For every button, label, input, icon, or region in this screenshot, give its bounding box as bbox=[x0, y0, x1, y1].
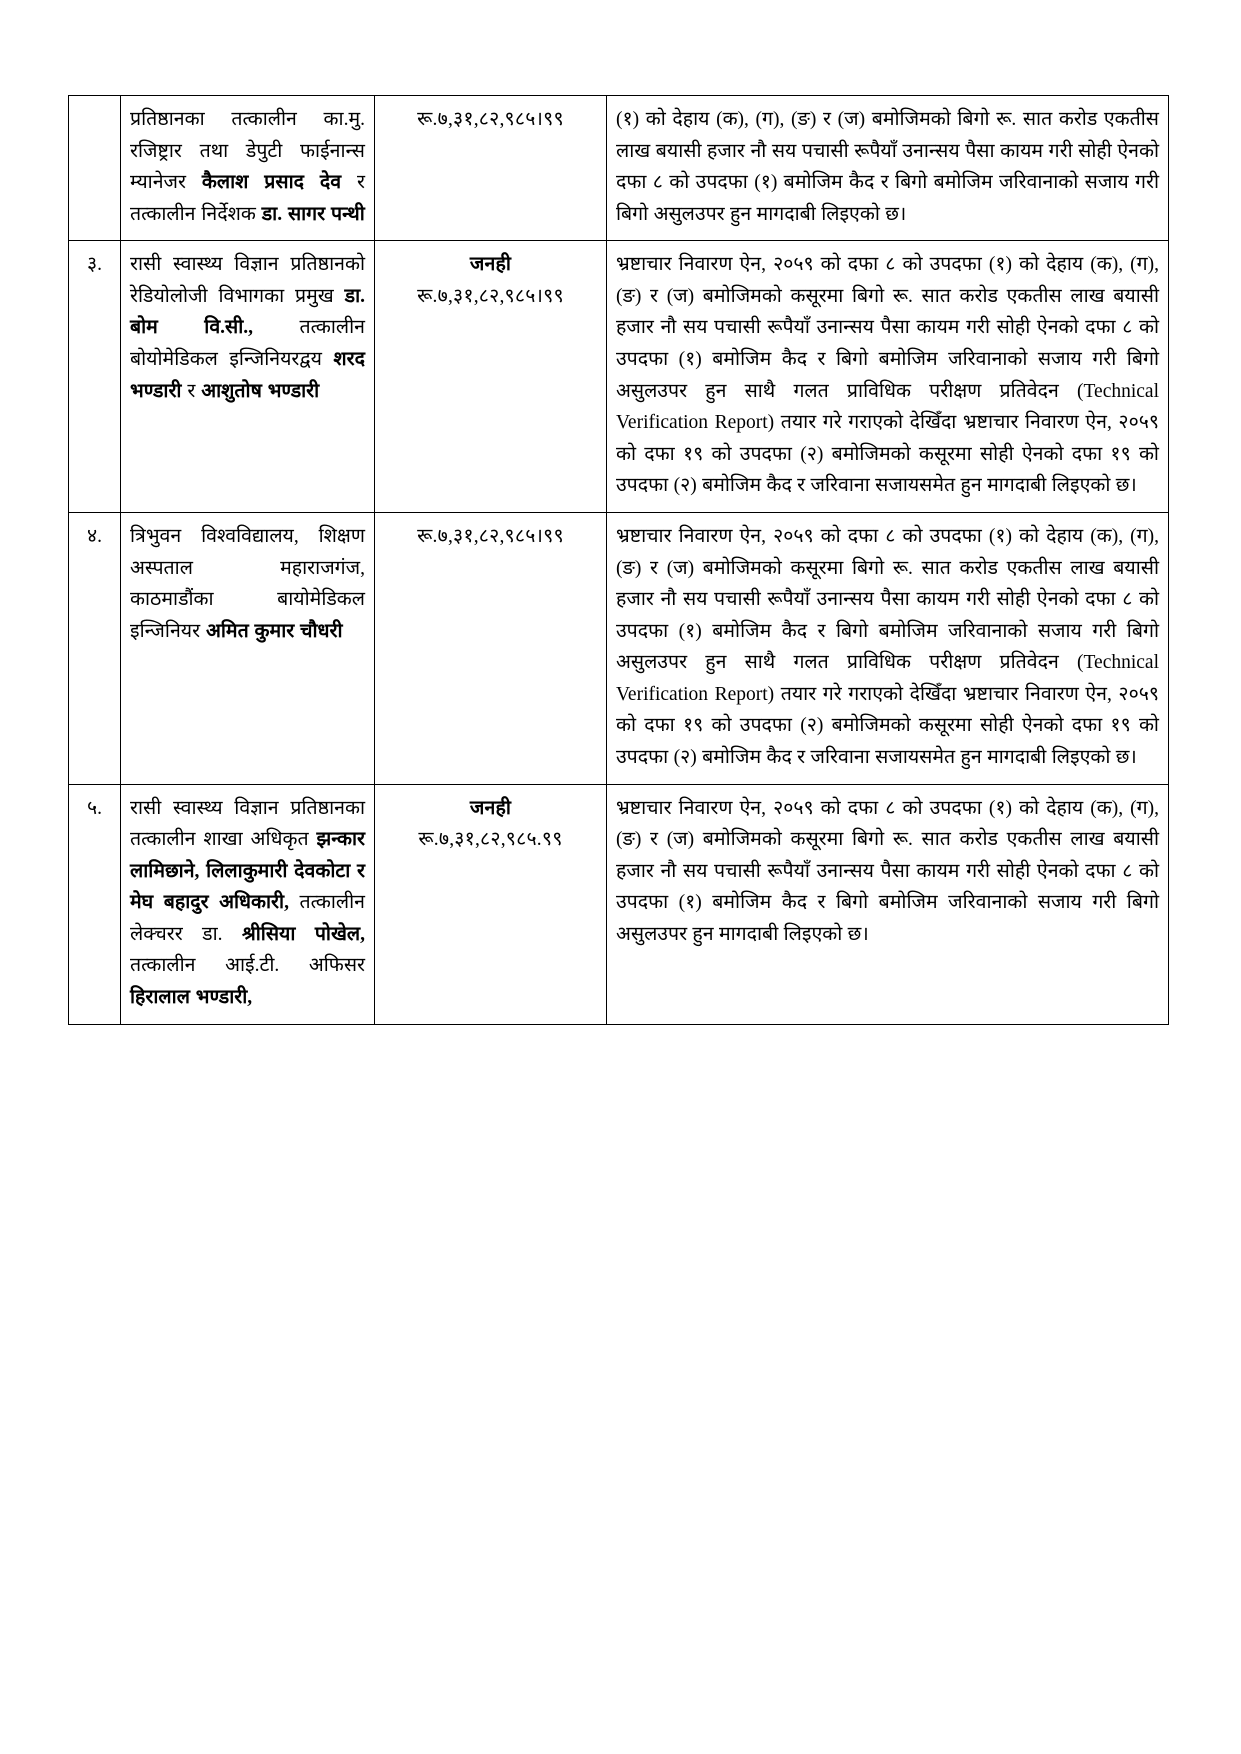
accused-name: डा. बोम वि.सी., bbox=[130, 285, 365, 339]
row-serial-number: ३. bbox=[69, 241, 121, 513]
row-accused-names bbox=[121, 784, 375, 1024]
amount-value: रू.७,३१,८२,९८५।९९ bbox=[417, 109, 564, 130]
accused-designation: प्रतिष्ठानका तत्कालीन का.मु. रजिष्ट्रार तथा डेपुटी फाईनान्स म्यानेजर bbox=[130, 109, 365, 194]
charge-description-text: भ्रष्टाचार निवारण ऐन, २०५९ को दफा ८ को उपदफा (१) को देहाय (क), (ग), (ङ) र (ज) बमोजिमको कसूरमा बिगो रू. सात करोड एकतीस लाख बयासी हजार नौ सय पचासी रूपैयाँ उनान्सय पैसा कायम गरी सोही ऐनको दफा ८ को उपदफा (१) बमोजिम कैद र बिगो बमोजिम जरिवानाको सजाय गरी बिगो असुलउपर हुन साथै गलत प्राविधिक परीक्षण प्रतिवेदन (Technical Verification Report) तयार गरे गराएको देखिँदा भ्रष्टाचार निवारण ऐन, २०५९ को दफा १९ को उपदफा (२) बमोजिमको कसूरमा सोही ऐनको दफा १९ को उपदफा (२) बमोजिम कैद र जरिवाना सजायसमेत हुन मागदाबी लिइएको छ। bbox=[616, 254, 1159, 497]
accused-name: आशुतोष भण्डारी bbox=[201, 380, 320, 402]
row-charge-description bbox=[607, 512, 1169, 784]
row-accused-names bbox=[121, 96, 375, 241]
accused-name: अमित कुमार चौधरी bbox=[205, 620, 343, 642]
row-claim-amount bbox=[375, 96, 607, 241]
accused-designation: तत्कालीन लेक्चरर डा. bbox=[130, 892, 365, 945]
table-row bbox=[69, 784, 1169, 1024]
row-claim-amount bbox=[375, 512, 607, 784]
amount-qualifier: जनही bbox=[469, 254, 512, 276]
accused-name: झन्कार लामिछाने, लिलाकुमारी देवकोटा र मेघ बहादुर अधिकारी, bbox=[130, 829, 365, 914]
table-body bbox=[69, 96, 1169, 1025]
accused-designation: र तत्कालीन निर्देशक bbox=[130, 172, 366, 225]
accused-name: हिरालाल भण्डारी, bbox=[130, 987, 253, 1009]
accused-designation: रासी स्वास्थ्य विज्ञान प्रतिष्ठानको रेडियोलोजी विभागका प्रमुख bbox=[130, 254, 365, 307]
table-row bbox=[69, 96, 1169, 241]
table-row bbox=[69, 241, 1169, 513]
accused-designation: रासी स्वास्थ्य विज्ञान प्रतिष्ठानका तत्कालीन शाखा अधिकृत bbox=[130, 797, 365, 851]
row-charge-description bbox=[607, 784, 1169, 1024]
accused-designation: तत्कालीन आई.टी. अफिसर bbox=[130, 955, 365, 977]
amount-value: रू.७,३१,८२,९८५।९९ bbox=[417, 525, 564, 547]
accused-name: शरद भण्डारी bbox=[130, 349, 365, 402]
charge-description-text: भ्रष्टाचार निवारण ऐन, २०५९ को दफा ८ को उपदफा (१) को देहाय (क), (ग), (ङ) र (ज) बमोजिमको कसूरमा बिगो रू. सात करोड एकतीस लाख बयासी हजार नौ सय पचासी रूपैयाँ उनान्सय पैसा कायम गरी सोही ऐनको दफा ८ को उपदफा (१) बमोजिम कैद र बिगो बमोजिम जरिवानाको सजाय गरी बिगो असुलउपर हुन मागदाबी लिइएको छ। bbox=[616, 797, 1159, 945]
row-claim-amount bbox=[375, 241, 607, 513]
accused-designation: र bbox=[187, 380, 202, 402]
row-accused-names bbox=[121, 512, 375, 784]
table-row bbox=[69, 512, 1169, 784]
amount-qualifier: जनही bbox=[469, 797, 512, 819]
charge-description-text: भ्रष्टाचार निवारण ऐन, २०५९ को दफा ८ को उपदफा (१) को देहाय (क), (ग), (ङ) र (ज) बमोजिमको कसूरमा बिगो रू. सात करोड एकतीस लाख बयासी हजार नौ सय पचासी रूपैयाँ उनान्सय पैसा कायम गरी सोही ऐनको दफा ८ को उपदफा (१) बमोजिम कैद र बिगो बमोजिम जरिवानाको सजाय गरी बिगो असुलउपर हुन साथै गलत प्राविधिक परीक्षण प्रतिवेदन (Technical Verification Report) तयार गरे गराएको देखिँदा भ्रष्टाचार निवारण ऐन, २०५९ को दफा १९ को उपदफा (२) बमोजिमको कसूरमा सोही ऐनको दफा १९ को उपदफा (२) बमोजिम कैद र जरिवाना सजायसमेत हुन मागदाबी लिइएको छ। bbox=[616, 525, 1159, 768]
row-accused-names bbox=[121, 241, 375, 513]
row-serial-number: ५. bbox=[69, 784, 121, 1024]
accused-designation: तत्कालीन बोयोमेडिकल इन्जिनियरद्वय bbox=[130, 317, 365, 371]
amount-value: रू.७,३१,८२,९८५.९९ bbox=[418, 829, 563, 851]
charge-description-text: (१) को देहाय (क), (ग), (ङ) र (ज) बमोजिमको बिगो रू. सात करोड एकतीस लाख बयासी हजार नौ सय पचासी रूपैयाँ उनान्सय पैसा कायम गरी सोही ऐनको दफा ८ को उपदफा (१) बमोजिम कैद र बिगो बमोजिम जरिवानाको सजाय गरी बिगो असुलउपर हुन मागदाबी लिइएको छ। bbox=[616, 109, 1159, 225]
row-charge-description bbox=[607, 241, 1169, 513]
accused-designation: त्रिभुवन विश्वविद्यालय, शिक्षण अस्पताल महाराजगंज, काठमाडौंका बायोमेडिकल इन्जिनियर bbox=[130, 525, 365, 642]
charges-table bbox=[68, 95, 1169, 1025]
row-serial-number bbox=[69, 96, 121, 241]
accused-name: डा. सागर पन्थी bbox=[261, 203, 365, 225]
row-charge-description bbox=[607, 96, 1169, 241]
amount-value: रू.७,३१,८२,९८५।९९ bbox=[417, 285, 564, 307]
row-serial-number: ४. bbox=[69, 512, 121, 784]
accused-name: कैलाश प्रसाद देव bbox=[201, 172, 358, 194]
row-claim-amount bbox=[375, 784, 607, 1024]
accused-name: श्रीसिया पोखेल, bbox=[241, 923, 365, 945]
